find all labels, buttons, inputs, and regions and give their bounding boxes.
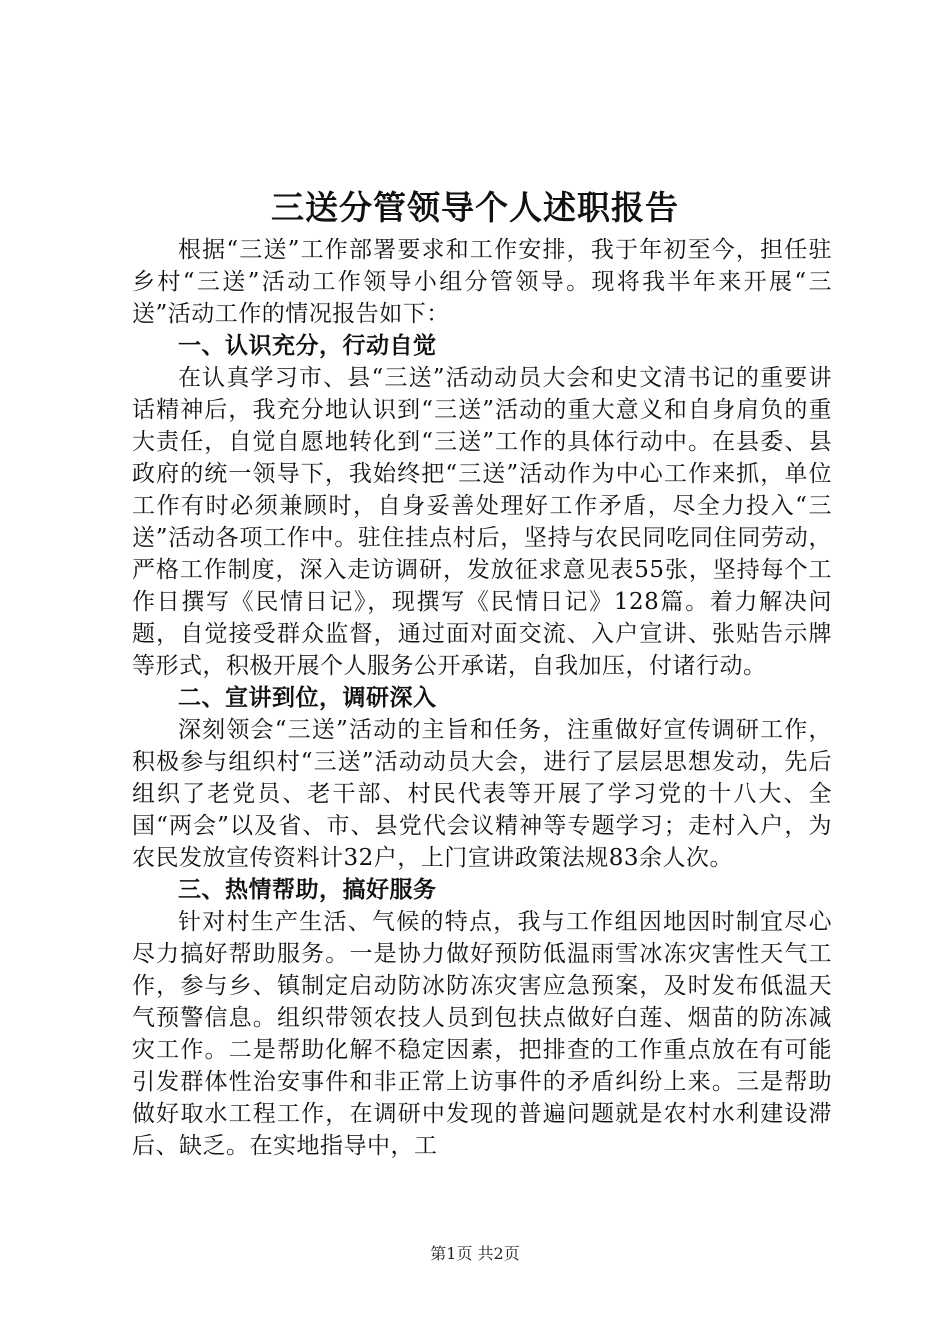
section-2-paragraph: 深刻领会“三送”活动的主旨和任务，注重做好宣传调研工作，积极参与组织村“三送”活动动员大会，进行了层层思想发动，先后组织了老党员、老干部、村民代表等开展了学习党的十八大、全国“两会”以及省、市、县党代会议精神等专题学习；走村入户，为农民发放宣传资料计32户，上门宣讲政策法规83余人次。 (132, 717, 832, 871)
page-number-footer: 第1页 共2页 (430, 1244, 520, 1263)
intro-paragraph: 根据“三送”工作部署要求和工作安排，我于年初至今，担任驻乡村“三送”活动工作领导小组分管领导。现将我半年来开展“三送”活动工作的情况报告如下： (132, 237, 832, 327)
section-3-paragraph: 针对村生产生活、气候的特点，我与工作组因地因时制宜尽心尽力搞好帮助服务。一是协力做好预防低温雨雪冰冻灾害性天气工作，参与乡、镇制定启动防冰防冻灾害应急预案，及时发布低温天气预警信息。组织带领农技人员到包扶点做好白莲、烟苗的防冻减灾工作。二是帮助化解不稳定因素，把排查的工作重点放在有可能引发群体性治安事件和非正常上访事件的矛盾纠纷上来。三是帮助做好取水工程工作，在调研中发现的普遍问题就是农村水利建设滞后、缺乏。在实地指导中，工 (132, 909, 832, 1159)
document-title: 三送分管领导个人述职报告 (271, 188, 679, 227)
section-2-heading: 二、宣讲到位，调研深入 (178, 684, 437, 711)
section-1-paragraph: 在认真学习市、县“三送”活动动员大会和史文清书记的重要讲话精神后，我充分地认识到“三送”活动的重大意义和自身肩负的重大责任，自觉自愿地转化到“三送”工作的具体行动中。在县委、县政府的统一领导下，我始终把“三送”活动作为中心工作来抓，单位工作有时必须兼顾时，自身妥善处理好工作矛盾，尽全力投入“三送”活动各项工作中。驻住挂点村后，坚持与农民同吃同住同劳动，严格工作制度，深入走访调研，发放征求意见表55张，坚持每个工作日撰写《民情日记》，现撰写《民情日记》128篇。着力解决问题，自觉接受群众监督，通过面对面交流、入户宣讲、张贴告示牌等形式，积极开展个人服务公开承诺，自我加压，付诸行动。 (132, 365, 832, 679)
document-body (132, 234, 832, 1162)
section-3-heading: 三、热情帮助，搞好服务 (178, 876, 437, 903)
section-1-heading: 一、认识充分，行动自觉 (178, 332, 437, 359)
